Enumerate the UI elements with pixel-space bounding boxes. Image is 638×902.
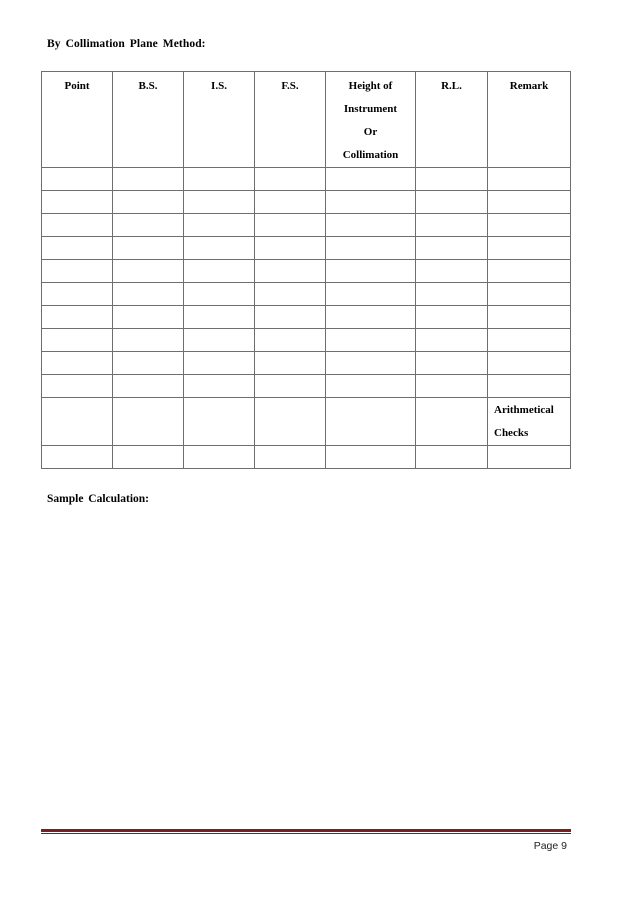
table-cell — [255, 214, 326, 237]
header-hi-line-4: Collimation — [342, 149, 399, 161]
table-cell — [255, 329, 326, 352]
table-cell — [42, 214, 113, 237]
table-row — [42, 191, 571, 214]
table-cell — [184, 214, 255, 237]
table-cell — [42, 237, 113, 260]
table-row — [42, 237, 571, 260]
table-cell — [113, 398, 184, 446]
header-remark: Remark — [488, 72, 571, 168]
header-bs: B.S. — [113, 72, 184, 168]
table-cell — [184, 306, 255, 329]
table-cell — [416, 283, 488, 306]
table-cell — [42, 168, 113, 191]
table-cell — [42, 260, 113, 283]
table-cell — [326, 283, 416, 306]
table-row — [42, 352, 571, 375]
table-cell — [416, 214, 488, 237]
table-cell — [416, 329, 488, 352]
arithmetical-checks-cell — [488, 398, 571, 446]
table-cell — [42, 375, 113, 398]
table-cell — [488, 168, 571, 191]
table-cell — [184, 260, 255, 283]
table-body — [42, 168, 571, 469]
table-cell — [184, 446, 255, 469]
table-cell — [255, 191, 326, 214]
table-cell — [488, 352, 571, 375]
table-cell — [416, 260, 488, 283]
table-cell — [416, 352, 488, 375]
table-row — [42, 214, 571, 237]
table-row — [42, 329, 571, 352]
table-cell — [255, 375, 326, 398]
table-cell — [184, 352, 255, 375]
table-cell — [255, 352, 326, 375]
table-cell — [42, 191, 113, 214]
table-cell — [416, 446, 488, 469]
table-cell — [113, 191, 184, 214]
header-fs: F.S. — [255, 72, 326, 168]
table-cell — [42, 446, 113, 469]
table-cell — [184, 398, 255, 446]
table-cell — [42, 329, 113, 352]
table-cell — [113, 446, 184, 469]
table-cell — [113, 283, 184, 306]
table-cell — [42, 283, 113, 306]
table-cell — [113, 168, 184, 191]
table-cell — [113, 214, 184, 237]
table-cell — [326, 446, 416, 469]
table-cell — [416, 398, 488, 446]
header-hi-line-1: Height of — [348, 80, 393, 92]
table-row — [42, 446, 571, 469]
footer-rule-thick — [41, 829, 571, 832]
table-cell — [184, 191, 255, 214]
table-cell — [416, 191, 488, 214]
table-cell — [255, 237, 326, 260]
table-cell — [255, 283, 326, 306]
table-cell — [184, 168, 255, 191]
table-cell — [255, 306, 326, 329]
table-cell — [326, 306, 416, 329]
table-cell — [113, 375, 184, 398]
table-cell — [488, 329, 571, 352]
page-number: Page 9 — [533, 840, 567, 852]
table-cell — [113, 306, 184, 329]
table-cell — [255, 446, 326, 469]
levelling-table — [41, 71, 571, 469]
header-hi-line-3: Or — [363, 126, 378, 138]
table-cell — [488, 283, 571, 306]
arithmetical-checks-line-1: Arithmetical — [494, 404, 554, 416]
table-cell — [488, 214, 571, 237]
table-cell — [326, 329, 416, 352]
section-heading: By Collimation Plane Method: — [47, 38, 206, 50]
table-cell — [184, 237, 255, 260]
table-cell — [184, 375, 255, 398]
table-row — [42, 306, 571, 329]
table-cell — [42, 306, 113, 329]
table-cell — [488, 375, 571, 398]
table-cell — [326, 237, 416, 260]
table-cell — [326, 191, 416, 214]
sample-calculation-heading: Sample Calculation: — [47, 493, 149, 505]
table-cell — [488, 306, 571, 329]
table-cell — [326, 168, 416, 191]
table-cell — [42, 352, 113, 375]
table-cell — [416, 306, 488, 329]
table-cell — [255, 260, 326, 283]
table-row — [42, 260, 571, 283]
header-height-of-instrument — [326, 72, 416, 168]
table-cell — [255, 398, 326, 446]
table-cell — [416, 168, 488, 191]
header-is: I.S. — [184, 72, 255, 168]
arithmetical-checks-row — [42, 398, 571, 446]
footer-rule-thin — [41, 833, 571, 834]
header-point: Point — [42, 72, 113, 168]
table-cell — [326, 260, 416, 283]
table-cell — [42, 398, 113, 446]
table-cell — [113, 237, 184, 260]
table-row — [42, 168, 571, 191]
table-cell — [488, 191, 571, 214]
table-cell — [326, 214, 416, 237]
table-cell — [113, 329, 184, 352]
table-cell — [488, 446, 571, 469]
table-cell — [113, 260, 184, 283]
header-rl: R.L. — [416, 72, 488, 168]
table-row — [42, 283, 571, 306]
table-cell — [416, 237, 488, 260]
table-cell — [184, 283, 255, 306]
arithmetical-checks-line-2: Checks — [494, 427, 529, 439]
table-cell — [326, 375, 416, 398]
table-cell — [326, 352, 416, 375]
table-cell — [416, 375, 488, 398]
table-cell — [255, 168, 326, 191]
header-hi-line-2: Instrument — [343, 103, 398, 115]
table-header-row — [42, 72, 571, 168]
table-cell — [326, 398, 416, 446]
table-cell — [113, 352, 184, 375]
table-cell — [184, 329, 255, 352]
table-cell — [488, 260, 571, 283]
table-row — [42, 375, 571, 398]
table-cell — [488, 237, 571, 260]
